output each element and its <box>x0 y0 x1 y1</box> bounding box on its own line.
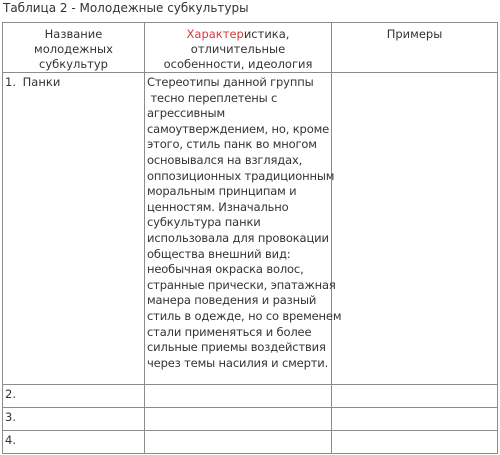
description-line: общества внешний вид: <box>147 246 291 261</box>
header-subculture-name-line2: субкультур <box>39 57 108 71</box>
header-characteristics-rest: истика, отличительные <box>190 27 290 56</box>
description-line: ценностям. Изначально <box>147 199 289 214</box>
row-4-examples-cell[interactable] <box>332 431 498 454</box>
description-line: странные прически, эпатажная <box>147 277 336 292</box>
row-1-name-cell[interactable] <box>3 73 145 385</box>
description-line: стали применяться и более <box>147 324 312 339</box>
row-4-name-cell[interactable] <box>3 431 145 454</box>
description-line: самоутверждением, но, кроме <box>147 121 330 136</box>
header-subculture-name-line1: Название молодежных <box>34 27 113 56</box>
header-characteristics <box>145 23 332 73</box>
description-line: субкультура панки <box>147 215 261 230</box>
row-3-description-cell[interactable] <box>145 408 332 431</box>
row-2-examples-cell[interactable] <box>332 385 498 408</box>
table-caption: Таблица 2 - Молодежные субкультуры <box>3 1 249 15</box>
description-line: стиль в одежде, но со временем <box>147 308 342 323</box>
description-line: моральным принципам и <box>147 184 297 199</box>
description-line: через темы насилия и смерти. <box>147 355 329 370</box>
subcultures-table <box>2 22 498 454</box>
row-subculture-name: Панки <box>22 75 61 89</box>
header-examples <box>332 23 498 73</box>
description-line: сильные приемы воздействия <box>147 340 326 355</box>
description-line: необычная окраска волос, <box>147 262 304 277</box>
table-row <box>3 408 498 431</box>
row-2-description-cell[interactable] <box>145 385 332 408</box>
header-subculture-name <box>3 23 145 73</box>
table-row <box>3 385 498 408</box>
header-characteristics-line1 <box>147 27 329 57</box>
table-header-row <box>3 23 498 73</box>
row-number: 1. <box>5 75 16 89</box>
row-1-examples-cell[interactable] <box>332 73 498 385</box>
row-3-examples-cell[interactable] <box>332 408 498 431</box>
description-line: манера поведения и разный <box>147 293 317 308</box>
row-3-name-cell[interactable] <box>3 408 145 431</box>
description-line: использовала для провокации <box>147 230 329 245</box>
description-line: этого, стиль панк во многом <box>147 137 317 152</box>
description-line: Стереотипы данной группы <box>147 75 314 89</box>
row-number: 3. <box>5 410 16 424</box>
header-characteristics-accent: Характер <box>186 27 244 41</box>
row-4-description-cell[interactable] <box>145 431 332 454</box>
row-2-name-cell[interactable] <box>3 385 145 408</box>
description-line: агрессивным <box>147 106 225 121</box>
row-1-description-cell[interactable] <box>145 73 342 385</box>
table-row <box>3 73 498 385</box>
description-line: тесно переплетены с <box>147 90 278 105</box>
row-number: 2. <box>5 387 16 401</box>
row-number: 4. <box>5 433 16 447</box>
table-row <box>3 431 498 454</box>
header-examples-label: Примеры <box>386 27 443 41</box>
description-line: основывался на взглядах, <box>147 152 303 167</box>
header-characteristics-line2: особенности, идеология <box>163 57 313 71</box>
description-line: оппозиционных традиционным <box>147 168 335 183</box>
